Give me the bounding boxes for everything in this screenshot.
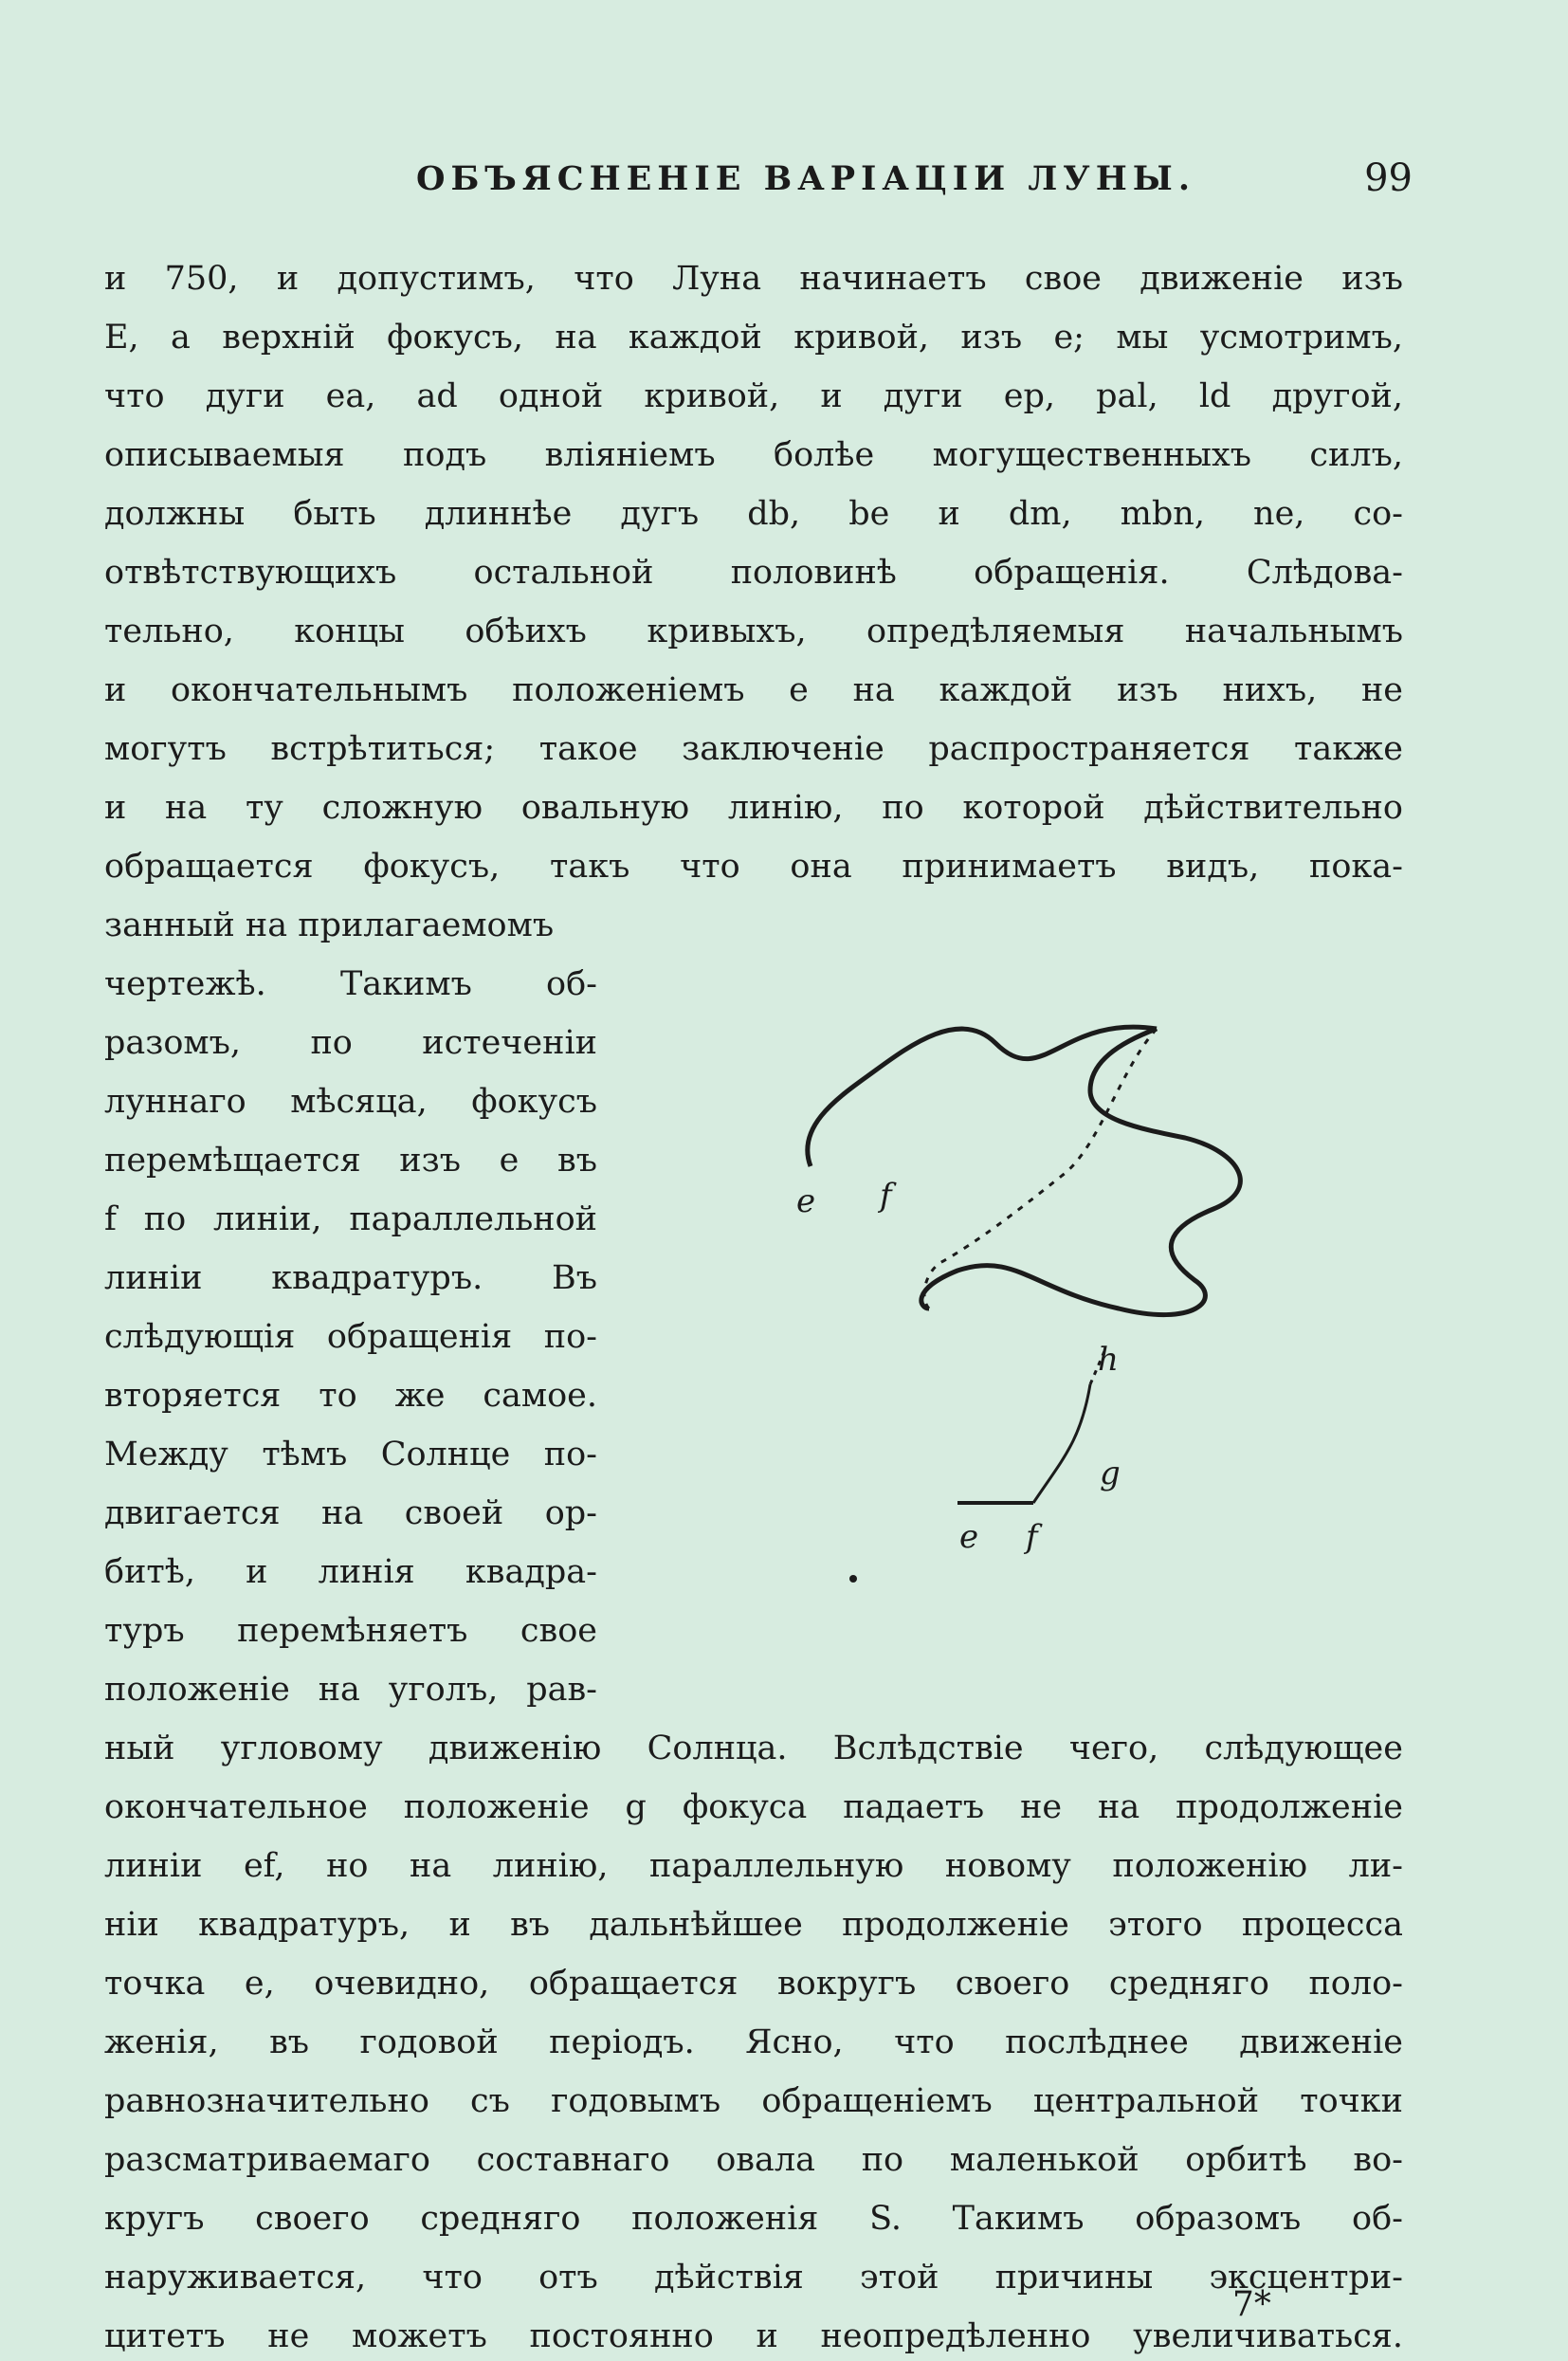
running-head: ОБЪЯСНЕНІЕ ВАРІАЦІИ ЛУНЫ.: [415, 159, 1196, 198]
text-line: двигается на своей ор-: [104, 1494, 597, 1532]
signature-mark: 7*: [1232, 2285, 1271, 2324]
text-line: линіи квадратуръ. Въ: [104, 1259, 597, 1297]
text-line: разсматриваемаго составнаго овала по маленькой орбитѣ во-: [104, 2141, 1403, 2179]
text-line: и окончательнымъ положеніемъ e на каждой изъ нихъ, не: [104, 671, 1403, 709]
text-line: должны быть длиннѣе дугъ db, be и dm, mbn, ne, со-: [104, 495, 1403, 533]
text-line: слѣдующія обращенія по-: [104, 1318, 597, 1356]
text-line: и 750, и допустимъ, что Луна начинаетъ свое движеніе изъ: [104, 260, 1403, 298]
text-line: занный на прилагаемомъ: [104, 906, 555, 944]
label-g: g: [1100, 1455, 1121, 1492]
text-line: положеніе на уголъ, рав-: [104, 1671, 597, 1709]
text-line: Между тѣмъ Солнце по-: [104, 1436, 597, 1473]
label-f-small: f: [1026, 1518, 1038, 1556]
text-line: наруживается, что отъ дѣйствія этой причины эксцентри-: [104, 2259, 1403, 2297]
label-e: e: [796, 1182, 816, 1220]
text-line: обращается фокусъ, такъ что она принимаетъ видъ, пока-: [104, 848, 1403, 886]
text-line: вторяется то же самое.: [104, 1377, 597, 1415]
oval-curve-solid: [808, 1027, 1157, 1166]
text-line: f по линіи, параллельной: [104, 1200, 597, 1238]
text-line: ный угловому движенію Солнца. Вслѣдствіе чего, слѣдующее: [104, 1730, 1403, 1767]
figure-dot: [849, 1575, 857, 1583]
text-line: разомъ, по истеченіи: [104, 1024, 597, 1062]
text-line: кругъ своего средняго положенія S. Такимъ образомъ об-: [104, 2200, 1403, 2238]
text-line: туръ перемѣняетъ свое: [104, 1612, 597, 1650]
label-e-small: e: [959, 1518, 979, 1556]
text-line: ніи квадратуръ, и въ дальнѣйшее продолженіе этого процесса: [104, 1906, 1403, 1944]
text-line: и на ту сложную овальную линію, по которой дѣйствительно: [104, 789, 1403, 827]
text-line: могутъ встрѣтиться; такое заключеніе распространяется также: [104, 730, 1403, 768]
text-line: луннаго мѣсяца, фокусъ: [104, 1083, 597, 1121]
text-line: чертежѣ. Такимъ об-: [104, 965, 597, 1003]
text-line: окончательное положеніе g фокуса падаетъ не на продолженіе: [104, 1788, 1403, 1826]
label-f: f: [880, 1177, 892, 1215]
oval-curve-solid-2: [921, 1029, 1241, 1315]
text-line: равнозначительно съ годовымъ обращеніемъ центральной точки: [104, 2082, 1403, 2120]
orbit-figure: [777, 986, 1403, 1593]
segment-fg: [1033, 1384, 1090, 1503]
text-line: цитетъ не можетъ постоянно и неопредѣленно увеличиваться.: [104, 2317, 1403, 2355]
text-line: точка e, очевидно, обращается вокругъ своего средняго поло-: [104, 1965, 1403, 2003]
text-line: женія, въ годовой періодъ. Ясно, что послѣднее движеніе: [104, 2023, 1403, 2061]
oval-curve-dotted: [924, 1029, 1157, 1309]
text-line: тельно, концы обѣихъ кривыхъ, опредѣляемыя начальнымъ: [104, 613, 1403, 650]
text-line: битѣ, и линія квадра-: [104, 1553, 597, 1591]
text-line: E, а верхній фокусъ, на каждой кривой, изъ e; мы усмотримъ,: [104, 319, 1403, 357]
text-line: отвѣтствующихъ остальной половинѣ обращенія. Слѣдова-: [104, 554, 1403, 592]
text-line: линіи ef, но на линію, параллельную новому положенію ли-: [104, 1847, 1403, 1885]
text-line: что дуги ea, ad одной кривой, и дуги ep, pal, ld другой,: [104, 377, 1403, 415]
label-h: h: [1098, 1341, 1119, 1379]
text-line: перемѣщается изъ e въ: [104, 1142, 597, 1180]
page-number: 99: [1364, 156, 1413, 200]
text-line: описываемыя подъ вліяніемъ болѣе могущественныхъ силъ,: [104, 436, 1403, 474]
